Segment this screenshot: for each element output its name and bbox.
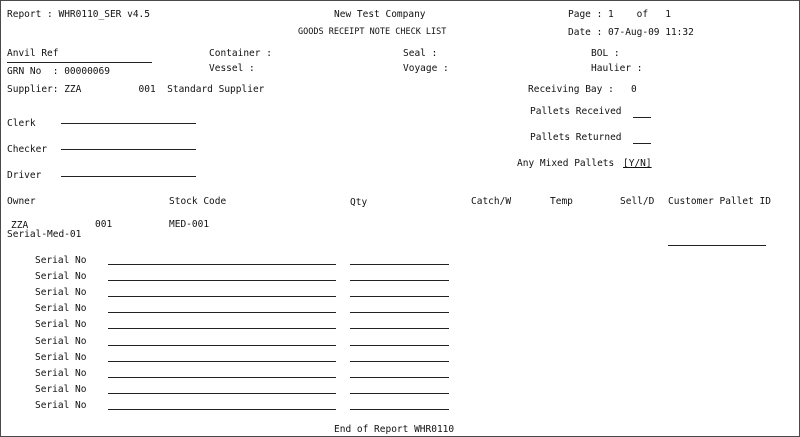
checker-label: Checker bbox=[7, 144, 48, 155]
serial-qty-line bbox=[350, 377, 449, 378]
serial-qty-line bbox=[350, 280, 449, 281]
serial-no-line bbox=[108, 264, 336, 265]
pallets-received-line bbox=[633, 117, 651, 118]
serial-no-line bbox=[108, 280, 336, 281]
customer-pallet-id-line bbox=[668, 245, 766, 246]
serial-qty-line bbox=[350, 328, 449, 329]
serial-qty-line bbox=[350, 345, 449, 346]
grn-number: GRN No : 00000069 bbox=[7, 66, 110, 77]
pallets-received-label: Pallets Received bbox=[530, 106, 622, 117]
serial-no-label: Serial No bbox=[35, 335, 87, 347]
serial-no-label: Serial No bbox=[35, 271, 87, 283]
serial-no-line bbox=[108, 361, 336, 362]
report-title: GOODS RECEIPT NOTE CHECK LIST bbox=[298, 27, 447, 37]
haulier-label: Haulier : bbox=[591, 63, 643, 74]
serial-no-line bbox=[108, 377, 336, 378]
column-temp: Temp bbox=[550, 196, 573, 207]
serial-qty-line bbox=[350, 393, 449, 394]
checker-signature-line bbox=[61, 149, 196, 150]
serial-no-label: Serial No bbox=[35, 383, 87, 395]
end-of-report: End of Report WHR0110 bbox=[334, 424, 455, 435]
seal-label: Seal : bbox=[403, 48, 438, 59]
supplier: Supplier: ZZA 001 Standard Supplier bbox=[7, 84, 265, 95]
serial-qty-line bbox=[350, 264, 449, 265]
column-qty: Qty bbox=[350, 197, 368, 208]
clerk-label: Clerk bbox=[7, 118, 36, 129]
item-description: Serial-Med-01 bbox=[7, 229, 82, 240]
bol-label: BOL : bbox=[591, 48, 620, 59]
serial-qty-line bbox=[350, 409, 449, 410]
item-owner: ZZA bbox=[11, 220, 29, 231]
driver-label: Driver bbox=[7, 170, 42, 181]
serial-no-label: Serial No bbox=[35, 351, 87, 363]
serial-no-label: Serial No bbox=[35, 319, 87, 331]
pallets-returned-label: Pallets Returned bbox=[530, 132, 622, 143]
item-stock-code: MED-001 bbox=[169, 219, 210, 230]
anvil-ref-label: Anvil Ref bbox=[7, 48, 59, 59]
serial-no-line bbox=[108, 312, 336, 313]
voyage-label: Voyage : bbox=[403, 63, 449, 74]
column-stock-code: Stock Code bbox=[169, 196, 227, 207]
report-id: Report : WHR0110_SER v4.5 bbox=[7, 9, 150, 20]
company-name: New Test Company bbox=[334, 9, 426, 20]
serial-qty-line bbox=[350, 361, 449, 362]
serial-no-line bbox=[108, 409, 336, 410]
pallets-returned-line bbox=[633, 143, 651, 144]
mixed-pallets-option: [Y/N] bbox=[623, 158, 652, 169]
serial-qty-line bbox=[350, 296, 449, 297]
column-customer-pallet-id: Customer Pallet ID bbox=[668, 196, 771, 207]
serial-no-line bbox=[108, 296, 336, 297]
serial-no-line bbox=[108, 393, 336, 394]
serial-qty-line bbox=[350, 312, 449, 313]
serial-no-label: Serial No bbox=[35, 399, 87, 411]
serial-no-label: Serial No bbox=[35, 255, 87, 266]
mixed-pallets-label: Any Mixed Pallets bbox=[517, 158, 615, 169]
container-label: Container : bbox=[209, 48, 272, 59]
serial-no-line bbox=[108, 345, 336, 346]
column-catch-weight: Catch/W bbox=[471, 196, 512, 207]
serial-no-label: Serial No bbox=[35, 303, 87, 315]
item-owner-code: 001 bbox=[95, 219, 113, 230]
vessel-label: Vessel : bbox=[209, 63, 255, 74]
anvil-ref-line bbox=[7, 62, 152, 63]
page-number: Page : 1 of 1 bbox=[568, 9, 671, 20]
serial-no-label: Serial No bbox=[35, 367, 87, 379]
driver-signature-line bbox=[61, 176, 196, 177]
serial-no-line bbox=[108, 328, 336, 329]
report-date: Date : 07-Aug-09 11:32 bbox=[568, 27, 694, 38]
column-sell-by-date: Sell/D bbox=[620, 196, 655, 207]
serial-no-label: Serial No bbox=[35, 287, 87, 299]
receiving-bay: Receiving Bay : 0 bbox=[528, 84, 637, 95]
column-owner: Owner bbox=[7, 196, 36, 207]
clerk-signature-line bbox=[61, 123, 196, 124]
